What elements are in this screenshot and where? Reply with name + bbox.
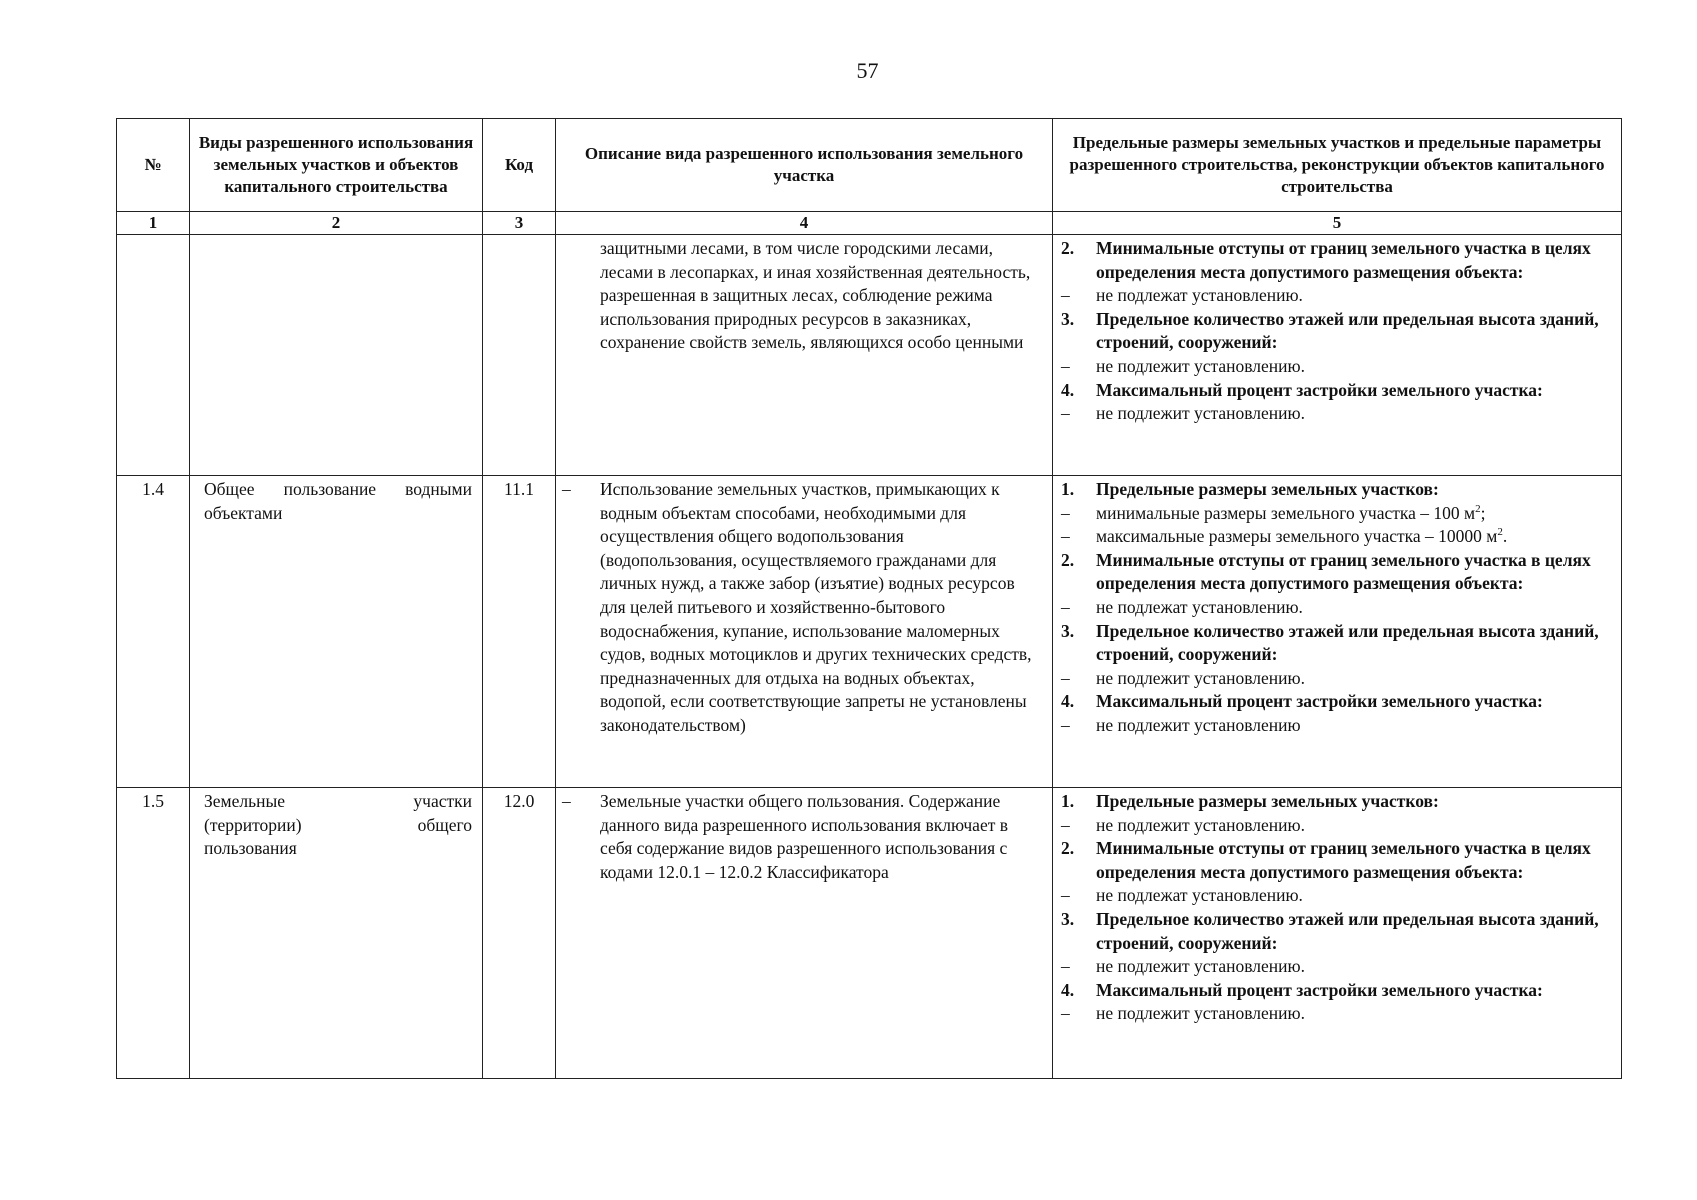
table-header-row (117, 119, 1622, 212)
list-dash: – (562, 479, 571, 499)
param-value: – не подлежит установлению. (1061, 355, 1305, 376)
param-heading: 4. Максимальный процент застройки земельного участка: (1061, 691, 1543, 712)
param-heading: 3. Предельное количество этажей или предельная высота зданий, строений, сооружений: (1061, 620, 1599, 665)
parameters-cell (1053, 235, 1622, 476)
use-code (483, 235, 556, 476)
parameters-cell (1053, 476, 1622, 788)
param-heading: 4. Максимальный процент застройки земельного участка: (1061, 379, 1543, 400)
use-type-name: Общее пользование водными объектами (190, 476, 483, 788)
param-heading: 1. Предельные размеры земельных участков: (1061, 479, 1439, 499)
header-description: Описание вида разрешенного использования земельного участка (556, 119, 1053, 212)
list-dash (562, 237, 600, 355)
param-value: – не подлежит установлению (1061, 714, 1301, 735)
column-number: 5 (1053, 212, 1622, 235)
row-number: 1.5 (117, 788, 190, 1079)
table-row (117, 788, 1622, 1079)
param-heading: 1. Предельные размеры земельных участков: (1061, 791, 1439, 811)
param-value: – не подлежат установлению. (1061, 885, 1303, 906)
param-heading: 2. Минимальные отступы от границ земельного участка в целях определения места допустимого размещения объекта: (1061, 238, 1591, 282)
param-value: – не подлежат установлению. (1061, 596, 1303, 617)
description-cell (556, 235, 1053, 476)
param-value: – максимальные размеры земельного участка – 10000 $м^2$. (1061, 526, 1508, 547)
param-heading: 3. Предельное количество этажей или предельная высота зданий, строений, сооружений: (1061, 908, 1599, 953)
row-number (117, 235, 190, 476)
header-parameters: Предельные размеры земельных участков и предельные параметры разрешенного строительства, реконструкции объектов капитального строительства (1053, 119, 1622, 212)
use-type-name (190, 235, 483, 476)
param-value: – не подлежат установлению. (1061, 285, 1303, 306)
param-heading: 4. Максимальный процент застройки земельного участка: (1061, 979, 1543, 1000)
use-code: 11.1 (483, 476, 556, 788)
param-value: – не подлежит установлению. (1061, 403, 1305, 424)
description-text: защитными лесами, в том числе городскими лесами, лесами в лесопарках, и иная хозяйственная деятельность, разрешенная в защитных лесах, соблюдение режима использования природных ресурсов в заказниках, сохранение свойств земель, являющихся особо ценными (600, 238, 1031, 353)
table-row (117, 235, 1622, 476)
param-value: – не подлежит установлению. (1061, 814, 1305, 835)
parameters-cell (1053, 788, 1622, 1079)
param-value: – не подлежит установлению. (1061, 1003, 1305, 1024)
column-number: 2 (190, 212, 483, 235)
header-number: № (117, 119, 190, 212)
param-value: – минимальные размеры земельного участка – 100 $м^2$; (1061, 502, 1486, 523)
description-text: Использование земельных участков, примыкающих к водным объектам способами, необходимыми для осуществления общего водопользования (водопользования, осуществляемого гражданами для личных нужд, а также забор (изъятие) водных ресурсов для целей питьевого и хозяйственно-бытового водоснабжения, купание, использование маломерных судов, водных мотоциклов и других технических средств, предназначенных для отдыха на водных объектах, водопой, если соответствующие запреты не установлены законодательством) (600, 479, 1032, 735)
table-row (117, 476, 1622, 788)
param-value: – не подлежит установлению. (1061, 956, 1305, 977)
use-code: 12.0 (483, 788, 556, 1079)
param-value: – не подлежит установлению. (1061, 667, 1305, 688)
description-cell (556, 788, 1053, 1079)
list-dash: – (562, 791, 571, 811)
page-number: 57 (856, 58, 879, 83)
description-text: Земельные участки общего пользования. Содержание данного вида разрешенного использования включает в себя содержание видов разрешенного использования с кодами 12.0.1 – 12.0.2 Классификатора (600, 791, 1009, 882)
column-number: 1 (117, 212, 190, 235)
param-heading: 2. Минимальные отступы от границ земельного участка в целях определения места допустимого размещения объекта: (1061, 549, 1591, 594)
description-cell (556, 476, 1053, 788)
header-use-type: Виды разрешенного использования земельных участков и объектов капитального строительства (190, 119, 483, 212)
column-number-row (117, 212, 1622, 235)
param-heading: 3. Предельное количество этажей или предельная высота зданий, строений, сооружений: (1061, 308, 1599, 353)
column-number: 4 (556, 212, 1053, 235)
row-number: 1.4 (117, 476, 190, 788)
header-code: Код (483, 119, 556, 212)
param-heading: 2. Минимальные отступы от границ земельного участка в целях определения места допустимого размещения объекта: (1061, 838, 1591, 882)
land-use-table (116, 118, 1622, 1079)
use-type-name: Земельные участки (территории) общего пользования (190, 788, 483, 1079)
column-number: 3 (483, 212, 556, 235)
